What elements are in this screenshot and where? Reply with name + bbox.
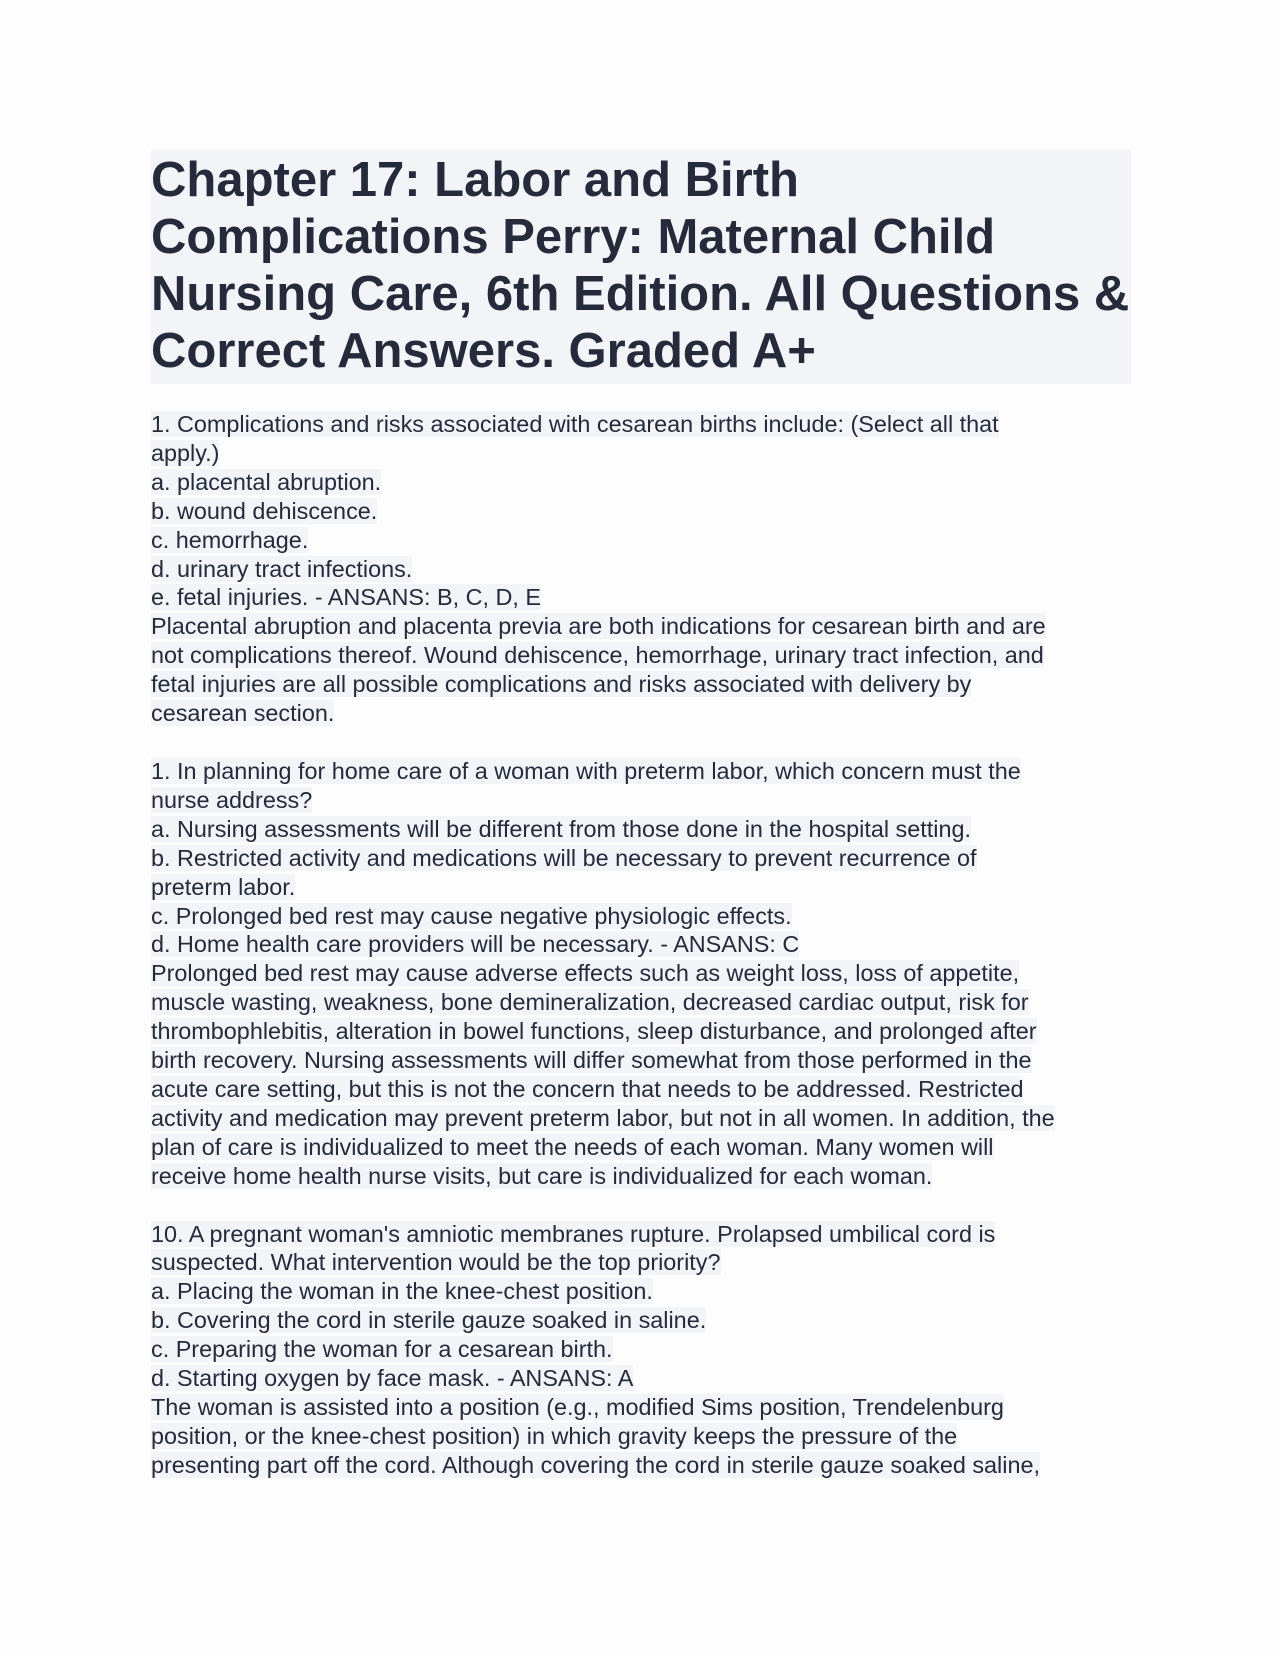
rationale-text: Placental abruption and placenta previa are both indications for cesarean birth and are	[151, 613, 1046, 640]
question-text: 1. Complications and risks associated with cesarean births include: (Select all that	[151, 411, 999, 437]
answer-option: c. hemorrhage.	[151, 526, 309, 553]
rationale-text: muscle wasting, weakness, bone demineralization, decreased cardiac output, risk for	[151, 989, 1029, 1016]
answer-option: a. Nursing assessments will be different from those done in the hospital setting.	[151, 815, 971, 842]
question-block	[151, 410, 1131, 728]
rationale-text: fetal injuries are all possible complications and risks associated with delivery by	[151, 671, 972, 698]
rationale-text: receive home health nurse visits, but care is individualized for each woman.	[151, 1162, 933, 1189]
rationale-text: presenting part off the cord. Although covering the cord in sterile gauze soaked saline,	[151, 1451, 1040, 1478]
title-block	[151, 150, 1131, 384]
question-text: apply.)	[151, 439, 220, 466]
document-title: Chapter 17: Labor and Birth Complications Perry: Maternal Child Nursing Care, 6th Edition. All Questions & Correct Answers. Graded A+	[151, 153, 1130, 378]
answer-option: a. Placing the woman in the knee-chest position.	[151, 1278, 653, 1305]
answer-option: b. Restricted activity and medications will be necessary to prevent recurrence of	[151, 844, 977, 871]
rationale-text: not complications thereof. Wound dehiscence, hemorrhage, urinary tract infection, and	[151, 642, 1044, 669]
rationale-text: position, or the knee-chest position) in which gravity keeps the pressure of the	[151, 1422, 958, 1449]
question-block	[151, 1220, 1131, 1480]
answer-option: c. Preparing the woman for a cesarean birth.	[151, 1336, 613, 1363]
rationale-text: plan of care is individualized to meet the needs of each woman. Many women will	[151, 1133, 994, 1160]
rationale-text: Prolonged bed rest may cause adverse effects such as weight loss, loss of appetite,	[151, 960, 1020, 987]
question-block	[151, 757, 1131, 1191]
answer-option: c. Prolonged bed rest may cause negative physiologic effects.	[151, 902, 792, 929]
answer-option: a. placental abruption.	[151, 468, 382, 495]
answer-option: b. wound dehiscence.	[151, 497, 378, 524]
question-text: 10. A pregnant woman's amniotic membranes rupture. Prolapsed umbilical cord is	[151, 1220, 996, 1247]
rationale-text: cesarean section.	[151, 700, 335, 727]
rationale-text: acute care setting, but this is not the concern that needs to be addressed. Restricted	[151, 1075, 1024, 1102]
answer-option: e. fetal injuries. - ANSANS: B, C, D, E	[151, 584, 541, 611]
rationale-text: The woman is assisted into a position (e.g., modified Sims position, Trendelenburg	[151, 1394, 1004, 1420]
question-text: nurse address?	[151, 786, 313, 813]
document-page	[151, 150, 1131, 1509]
answer-option: preterm labor.	[151, 873, 296, 900]
answer-option: d. Home health care providers will be necessary. - ANSANS: C	[151, 931, 800, 958]
answer-option: b. Covering the cord in sterile gauze soaked in saline.	[151, 1307, 707, 1334]
rationale-text: activity and medication may prevent preterm labor, but not in all women. In addition, the	[151, 1104, 1055, 1131]
question-text: suspected. What intervention would be the top priority?	[151, 1249, 721, 1276]
answer-option: d. urinary tract infections.	[151, 555, 413, 582]
question-text: 1. In planning for home care of a woman with preterm labor, which concern must the	[151, 757, 1021, 784]
rationale-text: thrombophlebitis, alteration in bowel functions, sleep disturbance, and prolonged after	[151, 1018, 1037, 1045]
rationale-text: birth recovery. Nursing assessments will differ somewhat from those performed in the	[151, 1047, 1032, 1074]
answer-option: d. Starting oxygen by face mask. - ANSANS: A	[151, 1365, 634, 1392]
